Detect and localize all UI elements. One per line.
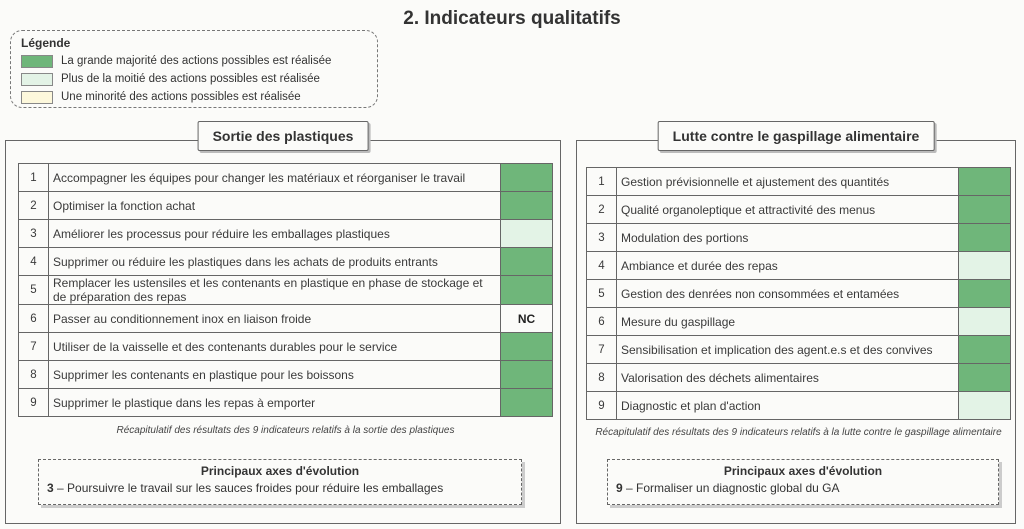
row-label: Supprimer le plastique dans les repas à emporter (49, 389, 501, 417)
table-row (587, 252, 1011, 280)
row-number: 6 (587, 308, 617, 336)
row-label: Supprimer les contenants en plastique pour les boissons (49, 361, 501, 389)
status-cell (959, 336, 1011, 364)
status-cell (501, 164, 553, 192)
row-label: Sensibilisation et implication des agent.e.s et des convives (617, 336, 959, 364)
table-row (587, 224, 1011, 252)
table-row (587, 364, 1011, 392)
status-cell (959, 252, 1011, 280)
legend-label: La grande majorité des actions possibles est réalisée (61, 55, 332, 67)
axes-box (38, 459, 522, 505)
row-number: 3 (587, 224, 617, 252)
row-label: Modulation des portions (617, 224, 959, 252)
legend-label: Plus de la moitié des actions possibles est réalisée (61, 73, 320, 85)
table-row (587, 168, 1011, 196)
legend-item-green (21, 52, 377, 70)
row-label: Améliorer les processus pour réduire les emballages plastiques (49, 220, 501, 248)
status-cell (501, 248, 553, 276)
page-title: 2. Indicateurs qualitatifs (403, 8, 621, 29)
status-cell (501, 389, 553, 417)
indicators-table (586, 167, 1011, 420)
table-row (587, 308, 1011, 336)
row-number: 2 (587, 196, 617, 224)
legend-swatch (21, 55, 53, 68)
axes-title: Principaux axes d'évolution (723, 464, 883, 478)
row-number: 3 (19, 220, 49, 248)
table-row (19, 220, 553, 248)
table-row (587, 280, 1011, 308)
row-number: 2 (19, 192, 49, 220)
status-cell (959, 364, 1011, 392)
row-number: 8 (587, 364, 617, 392)
row-number: 6 (19, 305, 49, 333)
row-label: Optimiser la fonction achat (49, 192, 501, 220)
row-label: Supprimer ou réduire les plastiques dans les achats de produits entrants (49, 248, 501, 276)
status-cell (959, 280, 1011, 308)
status-cell (501, 333, 553, 361)
status-cell (501, 361, 553, 389)
status-cell (959, 308, 1011, 336)
status-cell (959, 168, 1011, 196)
table-row (587, 392, 1011, 420)
table-row (19, 164, 553, 192)
row-label: Diagnostic et plan d'action (617, 392, 959, 420)
status-cell (501, 220, 553, 248)
table-row (19, 389, 553, 417)
legend-item-light-green (21, 70, 377, 88)
axes-item-text: – Poursuivre le travail sur les sauces froides pour réduire les emballages (53, 481, 444, 495)
axes-item-text: – Formaliser un diagnostic global du GA (622, 481, 840, 495)
row-label: Qualité organoleptique et attractivité des menus (617, 196, 959, 224)
axes-box (607, 459, 999, 505)
row-number: 1 (587, 168, 617, 196)
row-label: Passer au conditionnement inox en liaison froide (49, 305, 501, 333)
axes-item-number: 9 (616, 481, 623, 495)
legend-item-yellow (21, 88, 377, 106)
status-cell (959, 224, 1011, 252)
axes-title: Principaux axes d'évolution (200, 464, 360, 478)
table-row (19, 333, 553, 361)
legend (10, 30, 378, 108)
row-number: 8 (19, 361, 49, 389)
row-number: 7 (19, 333, 49, 361)
table-caption: Récapitulatif des résultats des 9 indicateurs relatifs à la sortie des plastiques (116, 425, 455, 436)
status-cell (501, 192, 553, 220)
row-label: Valorisation des déchets alimentaires (617, 364, 959, 392)
axes-item (616, 481, 990, 495)
table-row (19, 248, 553, 276)
status-cell (501, 276, 553, 305)
legend-swatch (21, 73, 53, 86)
panel-title: Sortie des plastiques (198, 121, 369, 151)
legend-swatch (21, 91, 53, 104)
table-row (587, 336, 1011, 364)
indicators-table (18, 163, 553, 417)
row-label: Ambiance et durée des repas (617, 252, 959, 280)
row-label: Mesure du gaspillage (617, 308, 959, 336)
row-number: 4 (19, 248, 49, 276)
table-row (587, 196, 1011, 224)
row-label: Utiliser de la vaisselle et des contenants durables pour le service (49, 333, 501, 361)
row-label: Accompagner les équipes pour changer les matériaux et réorganiser le travail (49, 164, 501, 192)
status-cell (959, 196, 1011, 224)
row-number: 9 (19, 389, 49, 417)
table-row (19, 305, 553, 333)
row-number: 4 (587, 252, 617, 280)
row-number: 5 (587, 280, 617, 308)
row-label: Gestion des denrées non consommées et entamées (617, 280, 959, 308)
row-number: 5 (19, 276, 49, 305)
panel-gaspillage-alimentaire (576, 128, 1016, 524)
legend-label: Une minorité des actions possibles est réalisée (61, 91, 301, 103)
table-caption: Récapitulatif des résultats des 9 indicateurs relatifs à la lutte contre le gaspillage alimentaire (595, 427, 1002, 438)
status-cell-nc: NC (501, 305, 553, 333)
row-label: Remplacer les ustensiles et les contenants en plastique en phase de stockage et de préparation des repas (49, 276, 501, 305)
row-number: 9 (587, 392, 617, 420)
table-row (19, 361, 553, 389)
table-row (19, 276, 553, 305)
panel-sortie-plastiques (5, 128, 561, 524)
row-number: 7 (587, 336, 617, 364)
status-cell (959, 392, 1011, 420)
legend-title: Légende (21, 36, 71, 50)
row-label: Gestion prévisionnelle et ajustement des quantités (617, 168, 959, 196)
axes-item (47, 481, 513, 495)
table-row (19, 192, 553, 220)
axes-item-number: 3 (47, 481, 54, 495)
panel-title: Lutte contre le gaspillage alimentaire (658, 121, 935, 151)
row-number: 1 (19, 164, 49, 192)
